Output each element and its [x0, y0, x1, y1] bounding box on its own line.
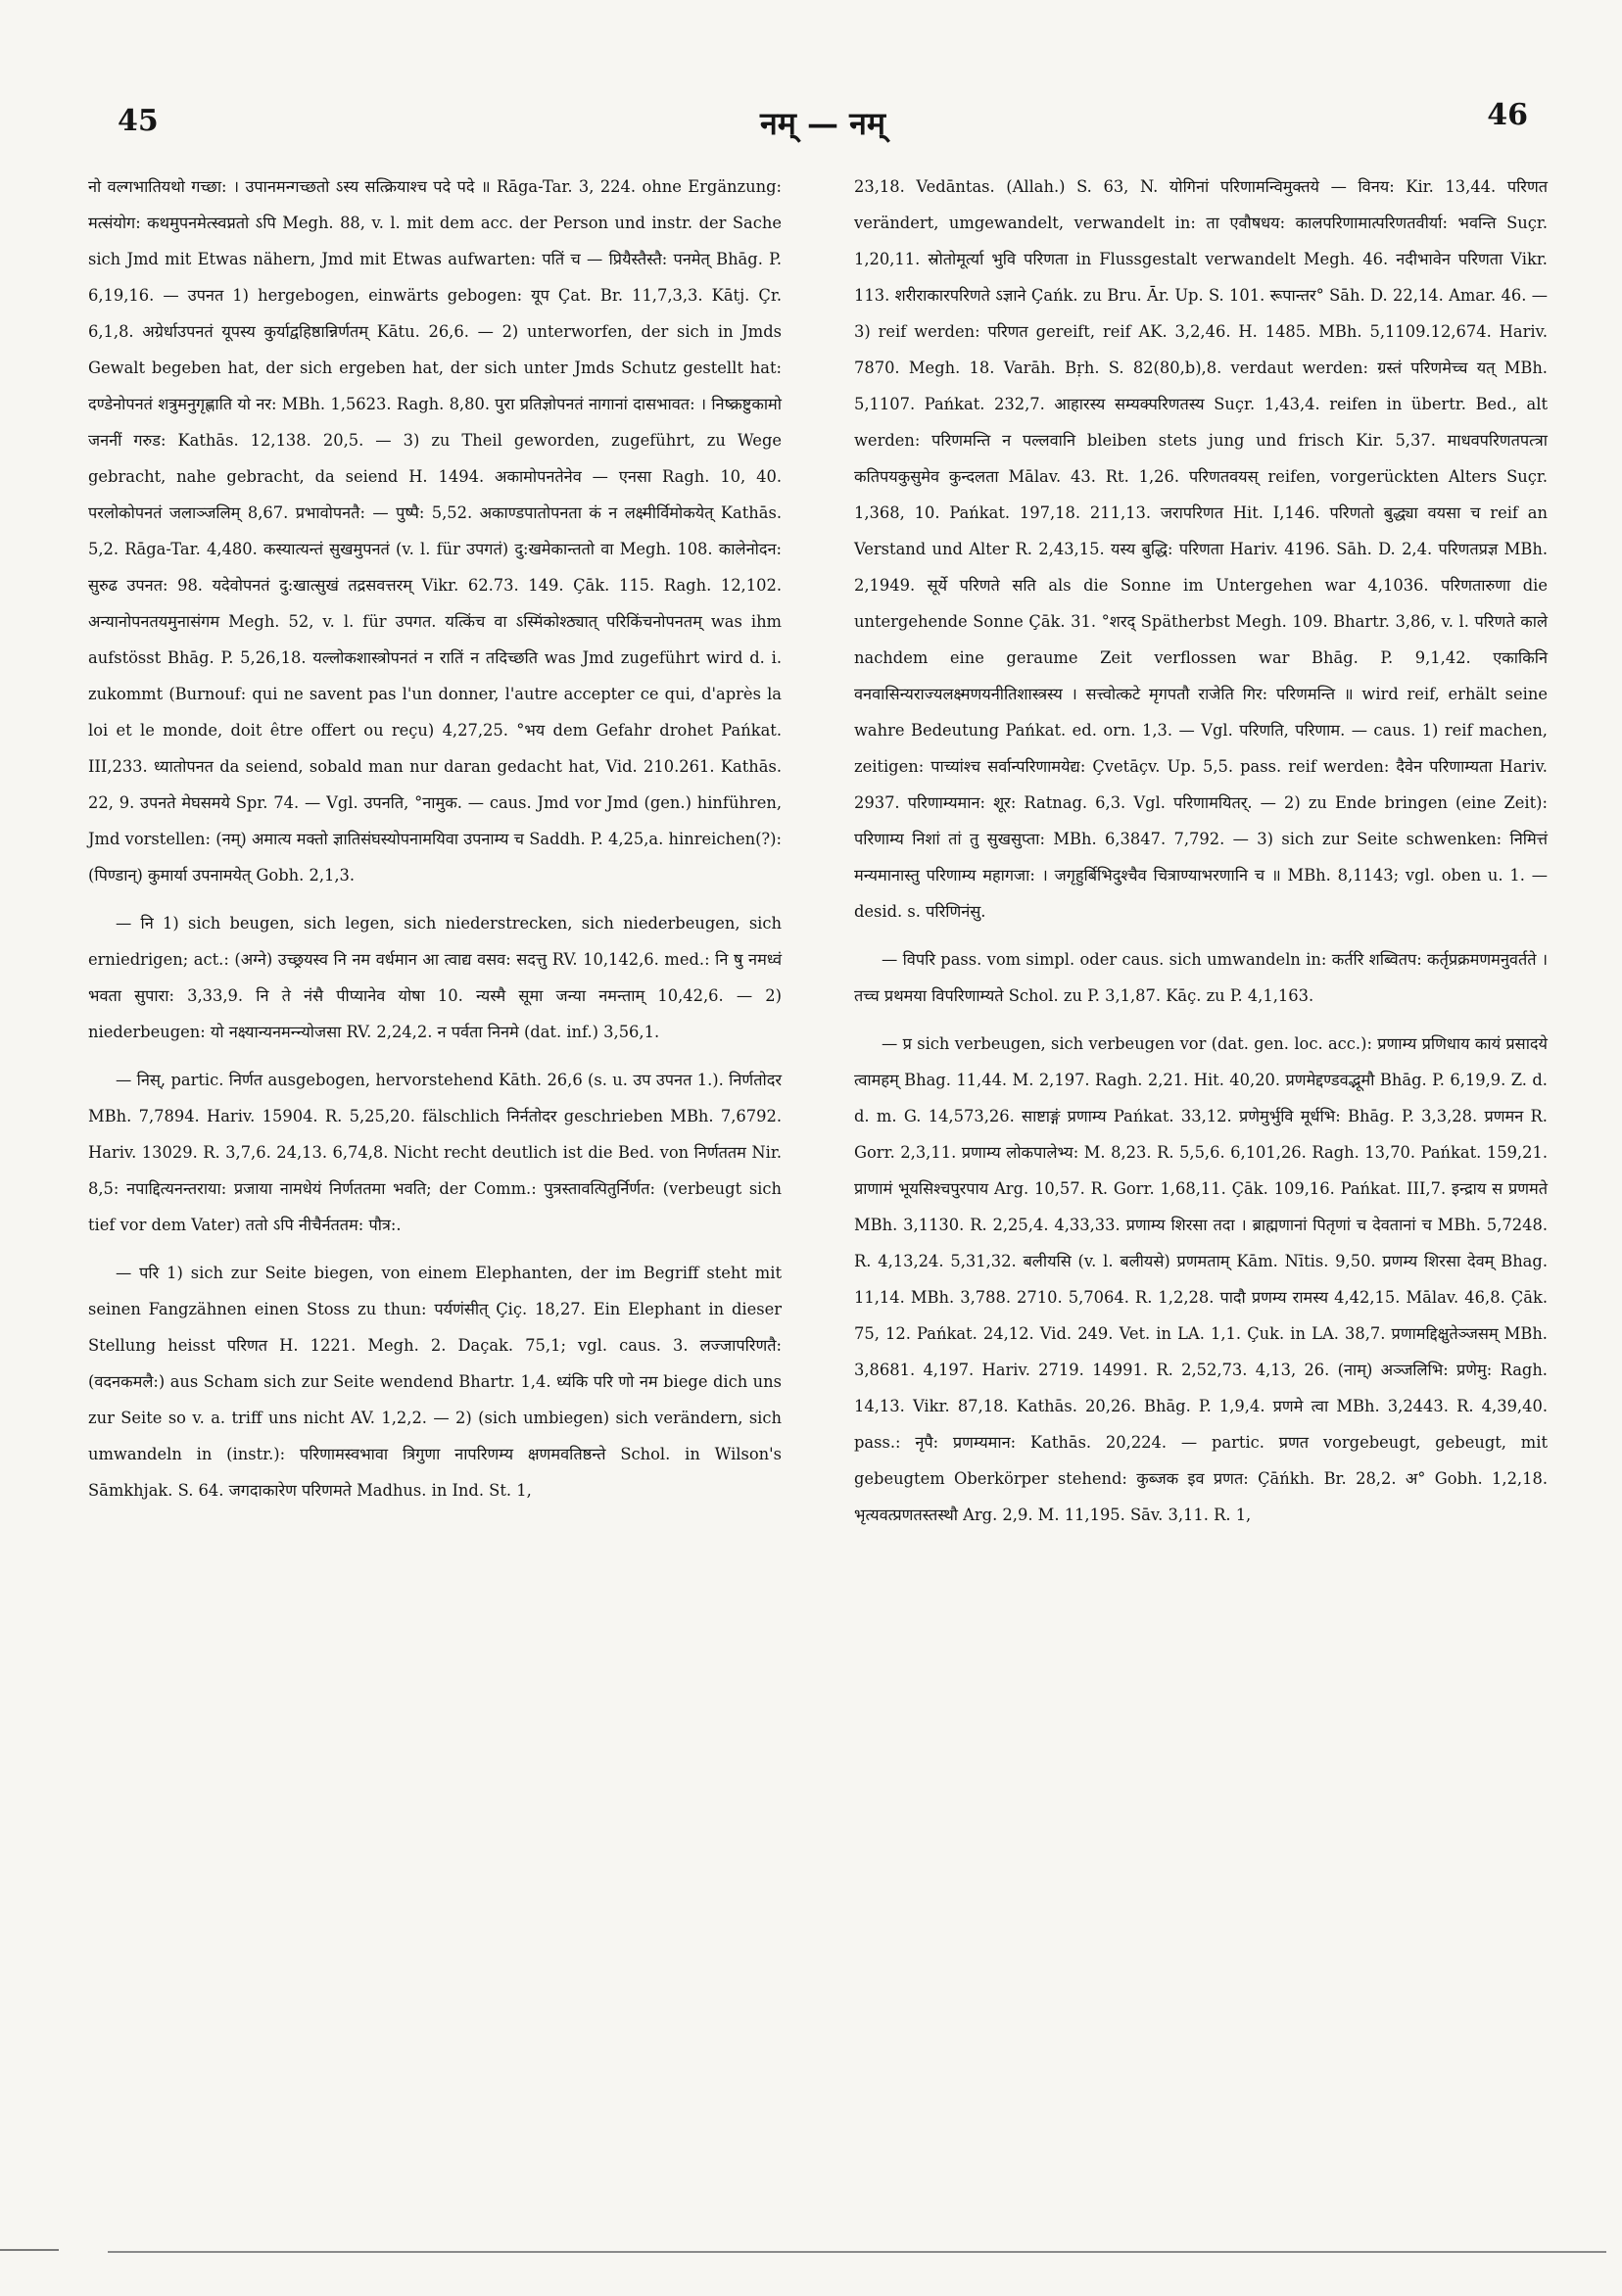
page-number-left: 45	[118, 104, 159, 138]
right-column	[854, 168, 1548, 1533]
entry-vipari: — विपरि pass. vom simpl. oder caus. sich umwandeln in: कर्तरि शब्वितप: कर्तृप्रक्रमणमनुवर्तते । तच्च प्रथमया विपरिणाम्यते Schol. zu P. 3,1,87. Kāç. zu P. 4,1,163.	[854, 950, 1548, 1005]
left-column	[88, 168, 782, 1508]
footer-rule-left	[0, 2249, 59, 2251]
entry-text: 23,18. Vedāntas. (Allah.) S. 63, N. योगिनां परिणामन्विमुक्तये — विनय: Kir. 13,44. परिणत verändert, umgewandelt, verwandelt in: ता एवौषधय: कालपरिणामात्परिणतवीर्या: भवन्ति Suçr. 1,20,11. स्रोतोमूर्त्या भुवि परिणता in Flussgestalt verwandelt Megh. 46. नदीभावेन परिणता Vikr. 113. शरीराकारपरिणते ऽज्ञाने Çańk. zu Bru. Ār. Up. S. 101. रूपान्तर° Sāh. D. 22,14. Amar. 46. — 3) reif werden: परिणत gereift, reif AK. 3,2,46. H. 1485. MBh. 5,1109.12,674. Hariv. 7870. Megh. 18. Varāh. Bṛh. S. 82(80,b),8. verdaut werden: ग्रस्तं परिणमेच्च यत् MBh. 5,1107. Pańkat. 232,7. आहारस्य सम्यक्परिणतस्य Suçr. 1,43,4. reifen in übertr. Bed., alt werden: परिणमन्ति न पल्लवानि bleiben stets jung und frisch Kir. 5,37. माधवपरिणतपत्त्रा कतिपयकुसुमेव कुन्दलता Mālav. 43. Rt. 1,26. परिणतवयस् reifen, vorgerückten Alters Suçr. 1,368, 10. Pańkat. 197,18. 211,13. जरापरिणत Hit. I,146. परिणतो बुद्ध्या वयसा च reif an Verstand und Alter R. 2,43,15. यस्य बुद्धि: परिणता Hariv. 4196. Sāh. D. 2,4. परिणतप्रज्ञ MBh. 2,1949. सूर्ये परिणते सति als die Sonne im Untergehen war 4,1036. परिणतारुणा die untergehende Sonne Çāk. 31. °शरद् Spätherbst Megh. 109. Bhartr. 3,86, v. l. परिणते काले nachdem eine geraume Zeit verflossen war Bhāg. P. 9,1,42. एकाकिनि वनवासिन्यराज्यलक्ष्मणयनीतिशास्त्रस्य । सत्त्वोत्कटे मृगपतौ राजेति गिर: परिणमन्ति ॥ wird reif, erhält seine wahre Bedeutung Pańkat. ed. orn. 1,3. — Vgl. परिणति, परिणाम. — caus. 1) reif machen, zeitigen: पाच्यांश्च सर्वान्परिणामयेद्य: Çvetāçv. Up. 5,5. pass. reif werden: दैवेन परिणाम्यता Hariv. 2937. परिणाम्यमान: शूर: Ratnag. 6,3. Vgl. परिणामयितर्. — 2) zu Ende bringen (eine Zeit): परिणाम्य निशां तां तु सुखसुप्ता: MBh. 6,3847. 7,792. — 3) sich zur Seite schwenken: निमित्तं मन्यमानास्तु परिणाम्य महागजा: । जगृहुर्बिभिदुश्चैव चित्राण्याभरणानि च ॥ MBh. 8,1143; vgl. oben u. 1. — desid. s. परिणिनंसु.	[854, 177, 1548, 921]
page-number-right: 46	[1487, 98, 1528, 132]
running-head: नम् — नम्	[759, 105, 886, 142]
entry-text: नो वल्गभातियथो गच्छा: । उपानमन्गच्छतो ऽस्य सत्क्रियाश्च पदे पदे ॥ Rāga-Tar. 3, 224. ohne Ergänzung: मत्संयोग: कथमुपनमेत्स्वप्नतो ऽपि Megh. 88, v. l. mit dem acc. der Person und instr. der Sache sich Jmd mit Etwas nähern, Jmd mit Etwas aufwarten: पतिं च — प्रियैस्तैस्तै: पनमेत् Bhāg. P. 6,19,16. — उपनत 1) hergebogen, einwärts gebogen: यूप Çat. Br. 11,7,3,3. Kātj. Çr. 6,1,8. अग्रेर्धाउपनतं यूपस्य कुर्याद्वहिष्ठान्निर्णतम् Kātu. 26,6. — 2) unterworfen, der sich in Jmds Gewalt begeben hat, der sich ergeben hat, der sich unter Jmds Schutz gestellt hat: दण्डेनोपनतं शत्रुमनुगृह्णाति यो नर: MBh. 1,5623. Ragh. 8,80. पुरा प्रतिज्ञोपनतं नागानां दासभावत: । निष्क्रष्टुकामो जननीं गरुड: Kathās. 12,138. 20,5. — 3) zu Theil geworden, zugeführt, zu Wege gebracht, nahe gebracht, da seiend H. 1494. अकामोपनतेनेव — एनसा Ragh. 10, 40. परलोकोपनतं जलाञ्जलिम् 8,67. प्रभावोपनतै: — पुष्पै: 5,52. अकाण्डपातोपनता कं न लक्ष्मीर्विमोकयेत् Kathās. 5,2. Rāga-Tar. 4,480. कस्यात्यन्तं सुखमुपनतं (v. l. für उपगतं) दु:खमेकान्ततो वा Megh. 108. कालेनोदन: सुरुढ उपनत: 98. यदेवोपनतं दु:खात्सुखं तद्रसवत्तरम् Vikr. 62.73. 149. Çāk. 115. Ragh. 12,102. अन्यानोपनतयमुनासंगम Megh. 52, v. l. für उपगत. यत्किंच वा ऽस्मिंकोश्ठ्यात् परिकिंचनोपनतम् was ihm aufstösst Bhāg. P. 5,26,18. यल्लोकशास्त्रोपनतं न रातिं न तदिच्छति was Jmd zugeführt wird d. i. zukommt (Burnouf: qui ne savent pas l'un donner, l'autre accepter ce qui, d'après la loi et le monde, doit être offert ou reçu) 4,27,25. °भय dem Gefahr drohet Pańkat. III,233. ध्यातोपनत da seiend, sobald man nur daran gedacht hat, Vid. 210.261. Kathās. 22, 9. उपनते मेघसमये Spr. 74. — Vgl. उपनति, °नामुक. — caus. Jmd vor Jmd (gen.) hinführen, Jmd vorstellen: (नम्) अमात्य मक्तो ज्ञातिसंघस्योपनामयिवा उपनाम्य च Saddh. P. 4,25,a. hinreichen(?): (पिण्डान्) कुमार्या उपनामयेत् Gobh. 2,1,3.	[88, 177, 782, 885]
footer-rule	[108, 2251, 1606, 2253]
entry-pari: — परि 1) sich zur Seite biegen, von einem Elephanten, der im Begriff steht mit seinen Fangzähnen einen Stoss zu thun: पर्यणंसीत् Çiç. 18,27. Ein Elephant in dieser Stellung heisst परिणत H. 1221. Megh. 2. Daçak. 75,1; vgl. caus. 3. लज्जापरिणतै: (वदनकमलै:) aus Scham sich zur Seite wendend Bhartr. 1,4. ध्यंकि परि णो नम biege dich uns zur Seite so v. a. triff uns nicht AV. 1,2,2. — 2) (sich umbiegen) sich verändern, sich umwandeln in (instr.): परिणामस्वभावा त्रिगुणा नापरिणम्य क्षणमवतिष्ठन्ते Schol. in Wilson's Sāmkhjak. S. 64. जगदाकारेण परिणमते Madhus. in Ind. St. 1,	[88, 1264, 782, 1500]
entry-pra: — प्र sich verbeugen, sich verbeugen vor (dat. gen. loc. acc.): प्रणाम्य प्रणिधाय कायं प्रसादये त्वामहम् Bhag. 11,44. M. 2,197. Ragh. 2,21. Hit. 40,20. प्रणमेद्दण्डवद्भूमौ Bhāg. P. 6,19,9. Z. d. d. m. G. 14,573,26. साष्टाङ्गं प्रणाम्य Pańkat. 33,12. प्रणेमुर्भुवि मूर्धभि: Bhāg. P. 3,3,28. प्रणमन R. Gorr. 2,3,11. प्रणाम्य लोकपालेभ्य: M. 8,23. R. 5,5,6. 6,101,26. Ragh. 13,70. Pańkat. 159,21. प्राणामं भूयसिश्चपुरपाय Arg. 10,57. R. Gorr. 1,68,11. Çāk. 109,16. Pańkat. III,7. इन्द्राय स प्रणमते MBh. 3,1130. R. 2,25,4. 4,33,33. प्रणाम्य शिरसा तदा । ब्राह्मणानां पितृणां च देवतानां च MBh. 5,7248. R. 4,13,24. 5,31,32. बलीयसि (v. l. बलीयसे) प्रणमताम् Kām. Nītis. 9,50. प्रणम्य शिरसा देवम् Bhag. 11,14. MBh. 3,788. 2710. 5,7064. R. 1,2,28. पादौ प्रणम्य रामस्य 4,42,15. Mālav. 46,8. Çāk. 75, 12. Pańkat. 24,12. Vid. 249. Vet. in LA. 1,1. Çuk. in LA. 38,7. प्रणामद्दिक्षुतेञ्जसम् MBh. 3,8681. 4,197. Hariv. 2719. 14991. R. 2,52,73. 4,13, 26. (नाम्) अञ्जलिभि: प्रणेमु: Ragh. 14,13. Vikr. 87,18. Kathās. 20,26. Bhāg. P. 1,9,4. प्रणमे त्वा MBh. 3,2443. R. 4,39,40. pass.: नृपै: प्रणम्यमान: Kathās. 20,224. — partic. प्रणत vorgebeugt, gebeugt, mit gebeugtem Oberkörper stehend: कुब्जक इव प्रणत: Çāńkh. Br. 28,2. अ° Gobh. 1,2,18. भृत्यवत्प्रणतस्तस्थौ Arg. 2,9. M. 11,195. Sāv. 3,11. R. 1,	[854, 1034, 1548, 1524]
entry-nis: — निस्, partic. निर्णत ausgebogen, hervorstehend Kāth. 26,6 (s. u. उप उपनत 1.). निर्णतोदर MBh. 7,7894. Hariv. 15904. R. 5,25,20. fälschlich निर्नतोदर geschrieben MBh. 7,6792. Hariv. 13029. R. 3,7,6. 24,13. 6,74,8. Nicht recht deutlich ist die Bed. von निर्णततम Nir. 8,5: नपाद्दित्यनन्तराया: प्रजाया नामधेयं निर्णततमा भवति; der Comm.: पुत्रस्तावत्पितुर्निर्णत: (verbeugt sich tief vor dem Vater) ततो ऽपि नीचैर्नततम: पौत्र:.	[88, 1071, 782, 1234]
entry-ni: — नि 1) sich beugen, sich legen, sich niederstrecken, sich niederbeugen, sich erniedrigen; act.: (अग्ने) उच्छ्रयस्व नि नम वर्धमान आ त्वाद्य वसव: सदत्तु RV. 10,142,6. med.: नि षु नमध्वं भवता सुपारा: 3,33,9. नि ते नंसै पीप्यानेव योषा 10. न्यस्मै सूमा जन्या नमन्ताम् 10,42,6. — 2) niederbeugen: यो नक्ष्यान्यनमन्न्योजसा RV. 2,24,2. न पर्वता निनमे (dat. inf.) 3,56,1.	[88, 914, 782, 1041]
page-header	[118, 98, 1528, 157]
